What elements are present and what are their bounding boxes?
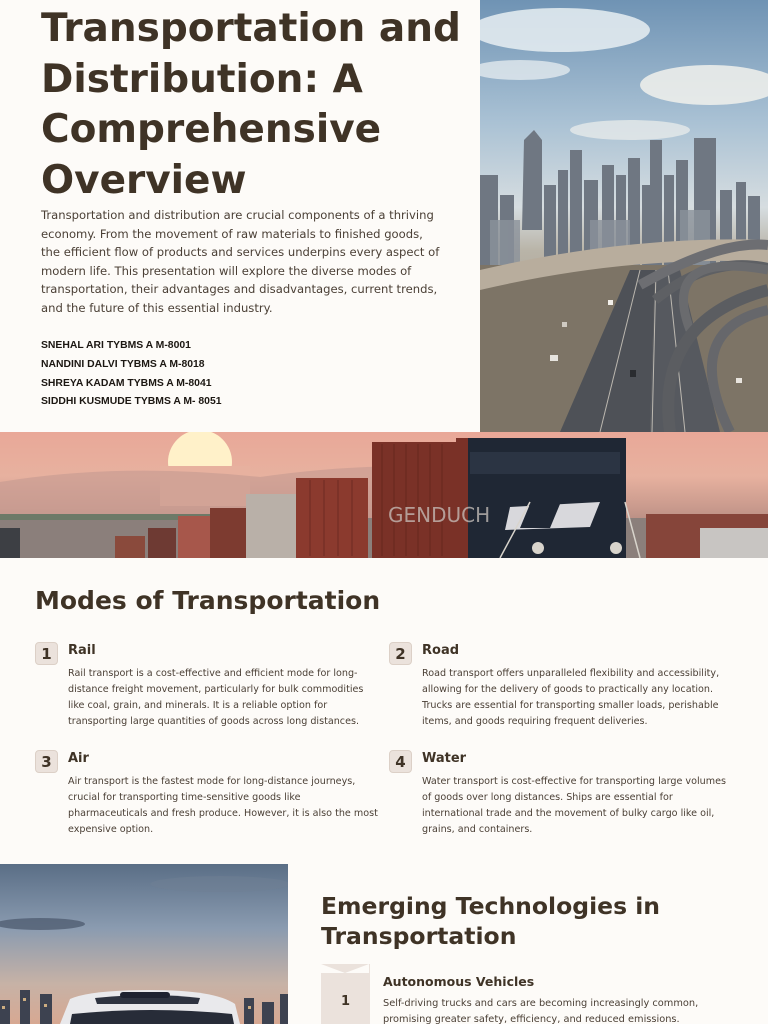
author-line: NANDINI DALVI TYBMS A M-8018 [41,358,205,370]
mode-description: Water transport is cost-effective for transporting large volumes of goods over long distances. Ships are essential for international trade and the movement of bulky cargo like oil, grains, and containers. [422,776,726,835]
tech-item-description: Self-driving trucks and cars are becoming increasingly common, promising greater safety, efficiency, and reduced emissions. [383,998,699,1024]
mode-title: Rail [68,643,96,658]
author-line: SHREYA KADAM TYBMS A M-8041 [41,377,212,389]
mode-description: Rail transport is a cost-effective and efficient mode for long-distance freight movement, particularly for bulk commodities like coal, grain, and minerals. It is a reliable option for transporting large quantities of goods across long distances. [68,668,364,727]
freight-train-illustration [0,432,768,558]
mode-title: Road [422,643,460,658]
intro-paragraph: Transportation and distribution are crucial components of a thriving economy. From the movement of raw materials to finished goods, the efficient flow of products and services underpins every aspect of modern life. This presentation will explore the diverse modes of transportation, their advantages and disadvantages, current trends, and the future of this essential industry. [41,208,440,315]
title-section [0,0,768,432]
emerging-tech-section [0,864,768,1024]
mode-title: Air [68,751,89,766]
mode-number-badge: 4 [389,750,412,773]
mode-number-badge: 3 [35,750,58,773]
mode-number-badge: 1 [35,642,58,665]
marker-notch [321,964,369,973]
tech-item-title: Autonomous Vehicles [383,974,535,989]
autonomous-bus-illustration [0,864,288,1024]
mode-number-badge: 2 [389,642,412,665]
modes-heading: Modes of Transportation [35,586,381,615]
mode-description: Road transport offers unparalleled flexibility and accessibility, allowing for the delivery of goods to practically any location. Trucks are essential for transporting smaller loads, perishable items, and goods requiring frequent deliveries. [422,668,720,727]
city-highway-image [480,0,768,432]
mode-description: Air transport is the fastest mode for long-distance journeys, crucial for transporting time-sensitive goods like pharmaceuticals and fresh produce. However, it is also the most expensive option. [68,776,378,835]
tech-step-number: 1 [340,994,351,1009]
emerging-tech-heading: Emerging Technologies in Transportation [321,892,661,950]
author-line: SNEHAL ARI TYBMS A M-8001 [41,340,191,351]
wagon-lettering: GENDUCH [388,503,491,527]
tech-step-marker [321,964,370,1024]
mode-title: Water [422,751,467,766]
autonomous-bus-image [0,864,288,1024]
page-title: Transportation and Distribution: A Comprehensive Overview [41,6,461,203]
city-highway-illustration [480,0,768,432]
modes-section [0,558,768,864]
author-list [41,337,222,412]
author-line: SIDDHI KUSMUDE TYBMS A M- 8051 [41,396,222,408]
train-image [0,432,768,558]
